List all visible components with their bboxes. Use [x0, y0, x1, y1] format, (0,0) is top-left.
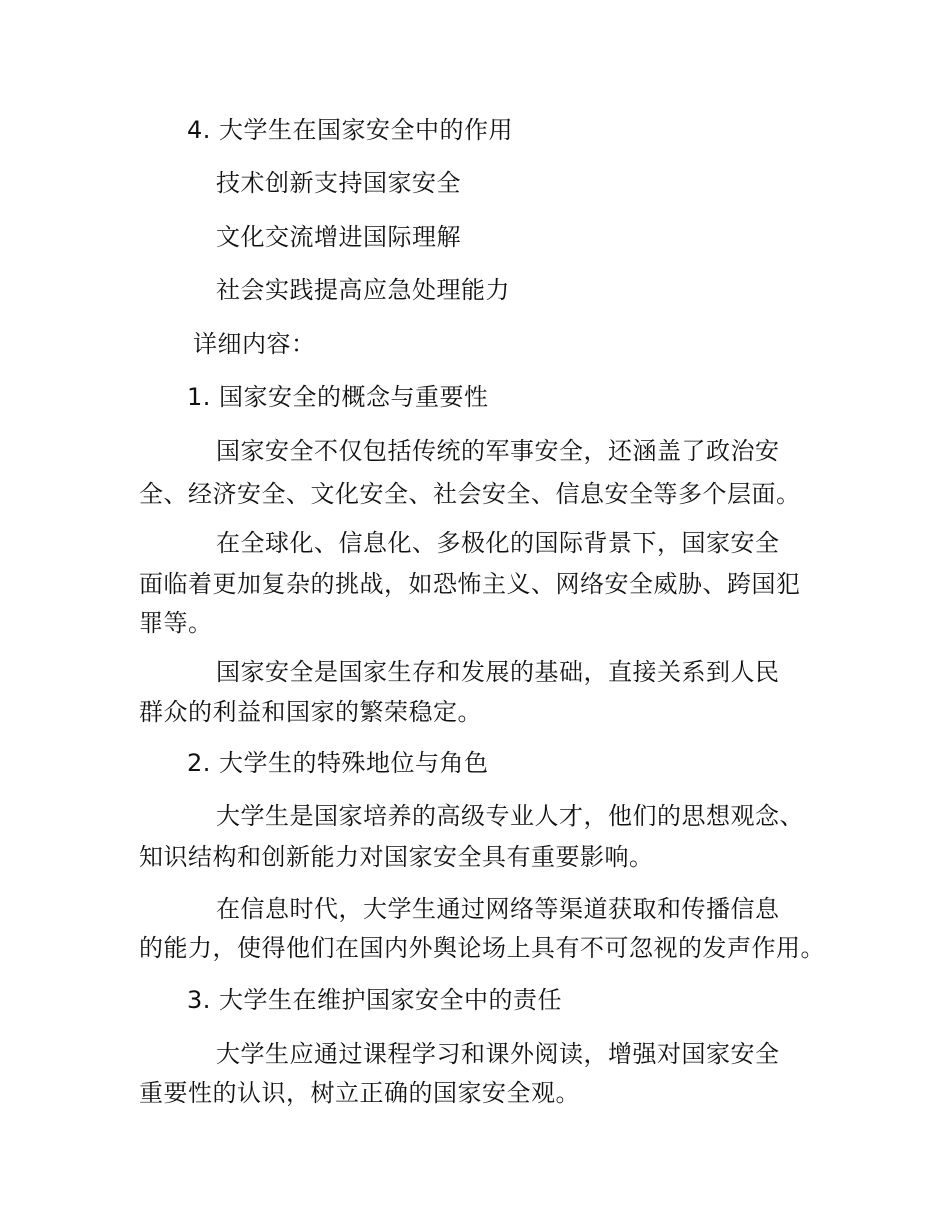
paragraph-line: 群众的利益和国家的繁荣稳定。	[139, 698, 482, 726]
paragraph-line: 知识结构和创新能力对国家安全具有重要影响。	[139, 843, 654, 871]
section-3-heading: 3. 大学生在维护国家安全中的责任	[187, 986, 563, 1014]
paragraph-line: 全、经济安全、文化安全、社会安全、信息安全等多个层面。	[139, 480, 801, 508]
section-2-heading: 2. 大学生的特殊地位与角色	[187, 749, 489, 777]
section-4-item: 文化交流增进国际理解	[216, 223, 461, 251]
paragraph-line: 大学生是国家培养的高级专业人才，他们的思想观念、	[216, 802, 804, 830]
paragraph-line: 罪等。	[139, 609, 213, 637]
paragraph-line: 重要性的认识，树立正确的国家安全观。	[139, 1079, 580, 1107]
paragraph-line: 在信息时代，大学生通过网络等渠道获取和传播信息	[216, 895, 780, 923]
paragraph-line: 的能力，使得他们在国内外舆论场上具有不可忽视的发声作用。	[139, 934, 825, 962]
paragraph-line: 大学生应通过课程学习和课外阅读，增强对国家安全	[216, 1040, 780, 1068]
section-1-heading: 1. 国家安全的概念与重要性	[187, 383, 489, 411]
section-4-item: 社会实践提高应急处理能力	[216, 276, 510, 304]
paragraph-line: 面临着更加复杂的挑战，如恐怖主义、网络安全威胁、跨国犯	[139, 570, 801, 598]
paragraph-line: 在全球化、信息化、多极化的国际背景下，国家安全	[216, 529, 780, 557]
section-4-item: 技术创新支持国家安全	[216, 169, 461, 197]
section-4-heading: 4. 大学生在国家安全中的作用	[187, 116, 514, 144]
paragraph-line: 国家安全是国家生存和发展的基础，直接关系到人民	[216, 658, 780, 686]
paragraph-line: 国家安全不仅包括传统的军事安全，还涵盖了政治安	[216, 437, 780, 465]
details-label: 详细内容：	[193, 330, 316, 358]
